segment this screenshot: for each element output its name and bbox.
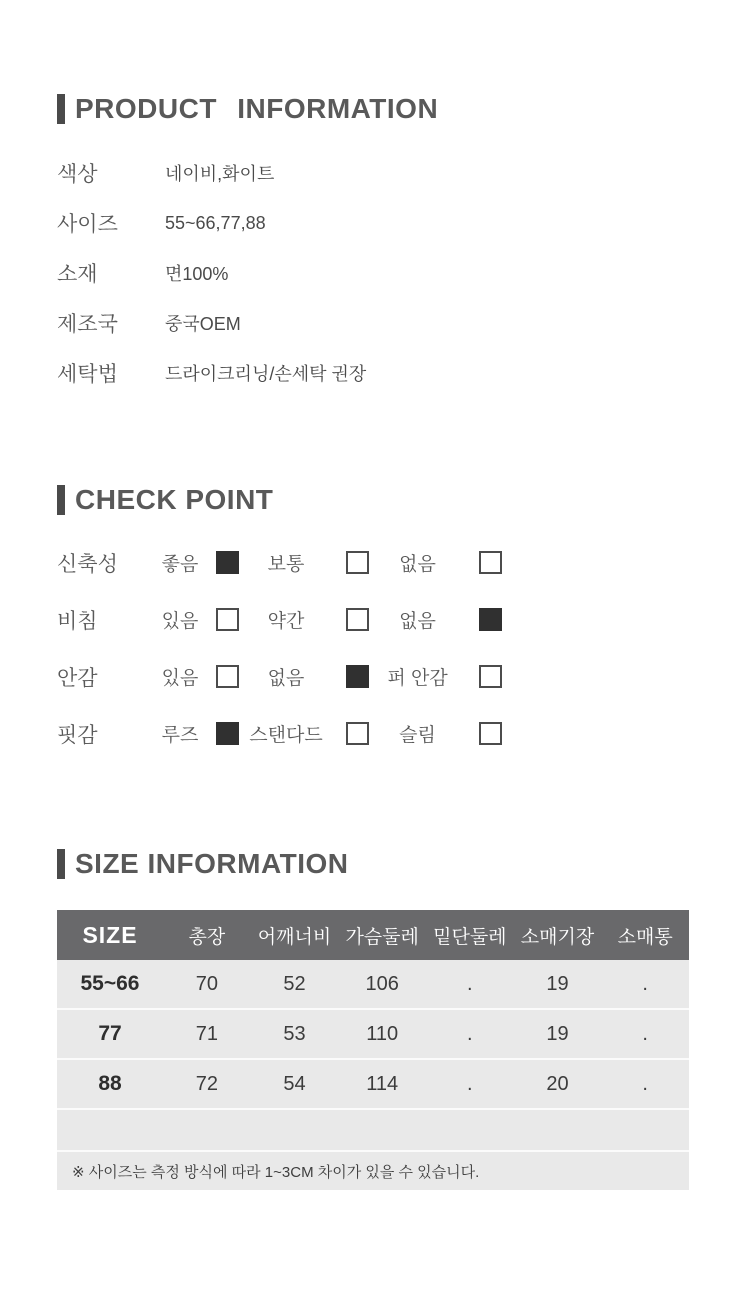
check-label: 신축성 — [57, 552, 118, 576]
check-option-label: 루즈 — [161, 725, 199, 746]
table-row — [57, 1008, 689, 1058]
check-option — [369, 720, 502, 747]
checkbox-icon — [479, 551, 502, 574]
table-cell-size: 55~66 — [80, 972, 140, 995]
checkbox-icon — [216, 665, 239, 688]
table-cell: 70 — [195, 972, 218, 995]
check-option-label: 퍼 안감 — [387, 668, 448, 689]
page-title: PRODUCT INFORMATION — [75, 93, 439, 124]
check-option-label: 슬림 — [399, 725, 436, 746]
check-point-list — [57, 534, 750, 762]
check-row-sheerness — [57, 591, 750, 648]
check-option — [239, 549, 369, 576]
info-row-size — [57, 198, 750, 248]
check-option — [157, 720, 239, 747]
check-option — [157, 663, 239, 690]
check-option-label: 좋음 — [161, 554, 199, 575]
section-title-size-information — [57, 847, 750, 881]
check-row-fit — [57, 705, 750, 762]
check-option-label: 약간 — [267, 611, 305, 632]
table-cell: . — [467, 1022, 473, 1045]
table-header-hem: 밑단둘레 — [433, 926, 507, 948]
checkbox-icon — [346, 608, 369, 631]
table-cell: 53 — [283, 1022, 306, 1045]
table-cell: 54 — [283, 1072, 306, 1095]
check-row-lining — [57, 648, 750, 705]
table-header-sleeve-length: 소매기장 — [520, 926, 595, 948]
table-cell-size: 88 — [98, 1072, 122, 1095]
table-cell: 52 — [283, 972, 306, 995]
table-header-total-length: 총장 — [188, 926, 226, 948]
checkbox-icon — [216, 608, 239, 631]
table-header-row — [57, 910, 689, 960]
size-note: ※ 사이즈는 측정 방식에 따라 1~3CM 차이가 있을 수 있습니다. — [57, 1150, 689, 1190]
section-title-product-information — [57, 92, 750, 126]
check-option-label: 보통 — [267, 554, 305, 575]
table-cell: 71 — [195, 1022, 218, 1045]
title-bar-icon — [57, 94, 65, 124]
section-title-check-point — [57, 483, 750, 517]
table-row — [57, 1058, 689, 1108]
check-label: 핏감 — [57, 723, 98, 747]
title-bar-icon — [57, 485, 65, 515]
table-cell: 114 — [366, 1072, 399, 1095]
info-label: 세탁법 — [57, 363, 118, 386]
info-value: 중국OEM — [165, 314, 241, 334]
checkbox-icon — [346, 722, 369, 745]
check-option — [239, 720, 369, 747]
table-cell: 20 — [546, 1072, 569, 1095]
size-table — [57, 910, 689, 1190]
check-option — [239, 606, 369, 633]
info-label: 소재 — [57, 263, 98, 286]
check-option-label: 있음 — [161, 611, 199, 632]
table-header-sleeve-width: 소매통 — [617, 926, 673, 948]
table-cell: . — [642, 1072, 648, 1095]
check-option — [369, 606, 502, 633]
check-row-elasticity — [57, 534, 750, 591]
section-title-text: SIZE INFORMATION — [75, 848, 349, 879]
check-option-label: 없음 — [399, 554, 436, 575]
info-label: 색상 — [57, 163, 98, 186]
table-header-size: SIZE — [82, 921, 138, 948]
info-row-material — [57, 248, 750, 298]
table-cell: 19 — [546, 1022, 569, 1045]
title-bar-icon — [57, 849, 65, 879]
table-cell: . — [467, 1072, 473, 1095]
info-row-origin — [57, 298, 750, 348]
info-value: 드라이크리닝/손세탁 권장 — [165, 364, 367, 384]
table-cell: 19 — [546, 972, 569, 995]
info-row-color — [57, 148, 750, 198]
table-header-chest: 가슴둘레 — [345, 926, 419, 948]
info-row-washing — [57, 348, 750, 398]
checkbox-icon — [479, 722, 502, 745]
section-title-text: CHECK POINT — [75, 484, 274, 515]
info-value: 면100% — [165, 264, 229, 284]
checkbox-icon — [479, 608, 502, 631]
table-cell-size: 77 — [98, 1022, 122, 1045]
table-cell: . — [467, 972, 473, 995]
checkbox-icon — [216, 551, 239, 574]
table-cell: . — [642, 972, 648, 995]
checkbox-icon — [479, 665, 502, 688]
check-option — [239, 663, 369, 690]
check-option — [369, 663, 502, 690]
info-value: 네이비,화이트 — [165, 164, 275, 184]
check-option — [157, 549, 239, 576]
info-label: 제조국 — [57, 313, 118, 336]
check-option-label: 없음 — [267, 668, 305, 689]
table-cell: 110 — [366, 1022, 399, 1045]
check-option — [157, 606, 239, 633]
check-option-label: 없음 — [399, 611, 436, 632]
check-label: 비침 — [57, 609, 98, 633]
info-label: 사이즈 — [57, 213, 118, 236]
checkbox-icon — [346, 665, 369, 688]
table-cell: . — [642, 1022, 648, 1045]
check-option-label: 스탠다드 — [249, 725, 323, 746]
checkbox-icon — [346, 551, 369, 574]
checkbox-icon — [216, 722, 239, 745]
table-empty-row — [57, 1108, 689, 1150]
table-cell: 72 — [195, 1072, 218, 1095]
check-option — [369, 549, 502, 576]
check-label: 안감 — [57, 666, 98, 690]
table-cell: 106 — [365, 972, 399, 995]
info-value: 55~66,77,88 — [165, 212, 266, 233]
product-info-list — [57, 148, 750, 398]
check-option-label: 있음 — [161, 668, 199, 689]
table-header-shoulder: 어깨너비 — [257, 926, 332, 948]
table-row — [57, 960, 689, 1008]
